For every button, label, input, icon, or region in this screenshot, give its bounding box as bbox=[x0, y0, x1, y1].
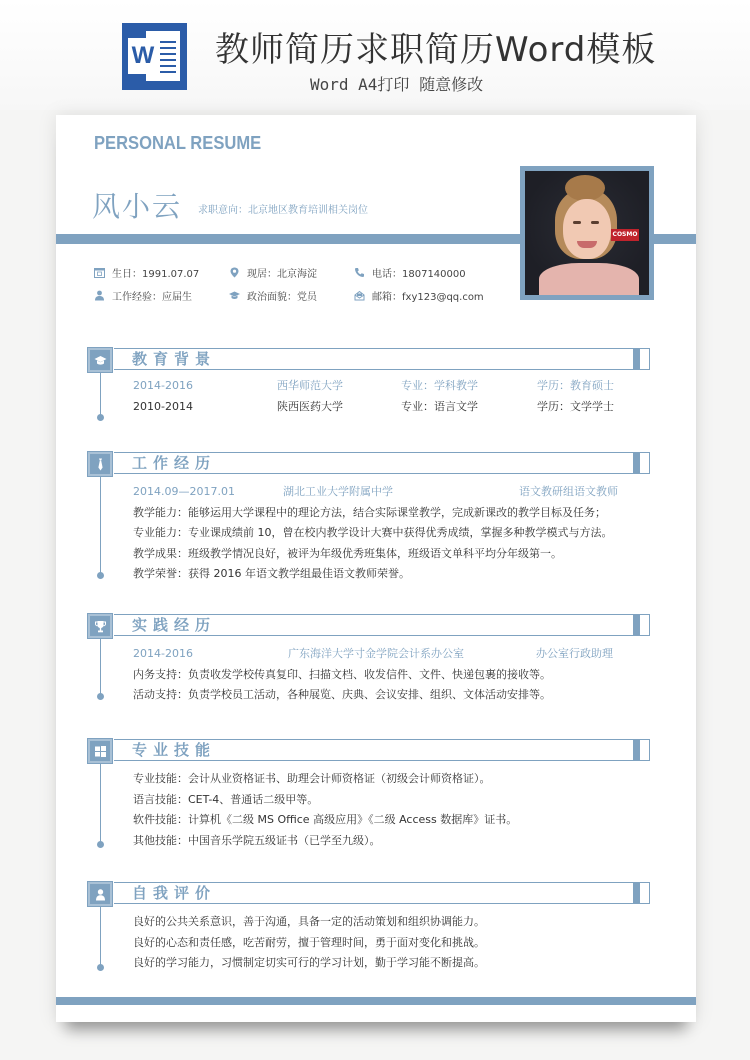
windows-grid-icon bbox=[88, 739, 112, 763]
skill-line: 软件技能：计算机《二级 MS Office 高级应用》《二级 Access 数据库》证书。 bbox=[133, 813, 518, 826]
skill-line: 专业技能：会计从业资格证书、助理会计师资格证（初级会计师资格证）。 bbox=[133, 772, 491, 785]
skills-list bbox=[133, 769, 633, 851]
header-accent-block bbox=[633, 615, 640, 635]
edu-degree: 学历：教育硕士 bbox=[537, 379, 614, 392]
info-politics bbox=[229, 288, 354, 303]
section-title: 专业技能 bbox=[132, 741, 217, 759]
practice-period: 2014-2016 bbox=[133, 647, 193, 660]
user-icon bbox=[88, 882, 112, 906]
practice-entry bbox=[133, 644, 633, 706]
edu-period: 2014-2016 bbox=[133, 379, 193, 392]
timeline-line bbox=[100, 476, 101, 576]
info-experience-text: 工作经验：应届生 bbox=[112, 292, 192, 303]
header-accent-block bbox=[633, 883, 640, 903]
timeline-dot bbox=[97, 693, 104, 700]
timeline-dot bbox=[97, 572, 104, 579]
timeline-dot bbox=[97, 964, 104, 971]
timeline-line bbox=[100, 763, 101, 845]
profile-photo bbox=[525, 171, 649, 295]
work-detail-line: 教学荣誉：获得 2016 年语文教学组最佳语文教师荣誉。 bbox=[133, 567, 410, 580]
word-logo-icon bbox=[122, 23, 187, 90]
work-organization: 湖北工业大学附属中学 bbox=[283, 485, 393, 498]
self-evaluation-line: 良好的公共关系意识，善于沟通，具备一定的活动策划和组织协调能力。 bbox=[133, 915, 485, 928]
section-header bbox=[88, 452, 652, 476]
info-politics-text: 政治面貌：党员 bbox=[247, 292, 317, 303]
skill-line: 其他技能：中国音乐学院五级证书（已学至九级）。 bbox=[133, 833, 381, 847]
work-detail-line: 专业能力：专业课成绩前 10，曾在校内教学设计大赛中获得优秀成绩，掌握多种教学模式与方法。 bbox=[133, 526, 613, 539]
header-accent-block bbox=[633, 349, 640, 369]
calendar-icon bbox=[94, 267, 105, 278]
resume-page bbox=[56, 115, 696, 1022]
section-self-evaluation bbox=[88, 882, 652, 982]
info-experience bbox=[94, 288, 229, 303]
edu-major: 专业：学科教学 bbox=[401, 379, 478, 392]
info-birth-text: 生日：1991.07.07 bbox=[112, 269, 200, 280]
necktie-icon bbox=[88, 452, 112, 476]
person-icon bbox=[94, 290, 105, 301]
section-title: 实践经历 bbox=[132, 616, 217, 634]
edu-school: 陕西医药大学 bbox=[277, 399, 343, 413]
timeline-line bbox=[100, 372, 101, 418]
work-detail-line: 教学成果：班级教学情况良好，被评为年级优秀班集体，班级语文单科平均分年级第一。 bbox=[133, 546, 562, 560]
graduation-cap-icon bbox=[229, 290, 240, 301]
email-icon bbox=[354, 290, 365, 301]
self-evaluation-list bbox=[133, 912, 633, 974]
skill-line: 语言技能：CET-4、普通话二级甲等。 bbox=[133, 792, 319, 806]
footer-divider-bar bbox=[56, 997, 696, 1005]
word-logo-letter: W bbox=[128, 38, 158, 74]
edu-school: 西华师范大学 bbox=[277, 379, 343, 392]
edu-degree: 学历：文学学士 bbox=[537, 399, 614, 413]
location-pin-icon bbox=[229, 267, 240, 278]
education-list bbox=[133, 376, 633, 417]
work-entry bbox=[133, 482, 633, 585]
self-evaluation-line: 良好的心态和责任感，吃苦耐劳，擅于管理时间，勇于面对变化和挑战。 bbox=[133, 935, 485, 949]
practice-detail-line: 内务支持：负责收发学校传真复印、扫描文档、收发信件、文件、快递包裹的接收等。 bbox=[133, 667, 551, 681]
section-header bbox=[88, 614, 652, 638]
template-banner bbox=[0, 0, 750, 110]
graduation-cap-icon bbox=[88, 348, 112, 372]
section-title: 工作经历 bbox=[132, 454, 217, 472]
work-entry-header bbox=[133, 482, 633, 503]
section-education bbox=[88, 348, 652, 428]
section-header bbox=[88, 882, 652, 906]
timeline-dot bbox=[97, 841, 104, 848]
info-birth bbox=[94, 265, 229, 280]
info-email bbox=[354, 288, 494, 303]
info-residence bbox=[229, 265, 354, 280]
banner-title: 教师简历求职简历Word模板 bbox=[215, 30, 657, 70]
profile-photo-frame bbox=[520, 166, 654, 300]
practice-role: 办公室行政助理 bbox=[536, 647, 613, 660]
practice-organization: 广东海洋大学寸金学院会计系办公室 bbox=[288, 647, 464, 660]
header-accent-block bbox=[633, 740, 640, 760]
practice-entry-header bbox=[133, 644, 633, 665]
section-title: 教育背景 bbox=[132, 350, 217, 368]
header-accent-block bbox=[633, 453, 640, 473]
work-role: 语文教研组语文教师 bbox=[519, 485, 618, 498]
personal-info bbox=[94, 261, 494, 307]
resume-label: PERSONAL RESUME bbox=[94, 133, 262, 153]
job-intent: 求职意向：北京地区教育培训相关岗位 bbox=[198, 205, 368, 216]
edu-major: 专业：语言文学 bbox=[401, 399, 478, 413]
timeline-dot bbox=[97, 414, 104, 421]
candidate-name: 风小云 bbox=[92, 190, 183, 223]
info-email-text: 邮箱：fxy123@qq.com bbox=[372, 292, 484, 303]
info-phone-text: 电话：1807140000 bbox=[372, 269, 466, 280]
section-work bbox=[88, 452, 652, 582]
work-detail-line: 教学能力：能够运用大学课程中的理论方法，结合实际课堂教学，完成新课改的教学目标及任务； bbox=[133, 505, 606, 519]
work-period: 2014.09—2017.01 bbox=[133, 485, 235, 498]
phone-icon bbox=[354, 267, 365, 278]
section-title: 自我评价 bbox=[132, 884, 217, 902]
section-header bbox=[88, 348, 652, 372]
photo-backdrop-badge: COSMO bbox=[611, 229, 639, 241]
timeline-line bbox=[100, 638, 101, 697]
section-practice bbox=[88, 614, 652, 714]
timeline-line bbox=[100, 906, 101, 968]
education-row bbox=[133, 376, 633, 397]
trophy-icon bbox=[88, 614, 112, 638]
info-residence-text: 现居：北京海淀 bbox=[247, 269, 317, 280]
edu-period: 2010-2014 bbox=[133, 399, 193, 413]
info-phone bbox=[354, 265, 494, 280]
section-skills bbox=[88, 739, 652, 859]
section-header bbox=[88, 739, 652, 763]
banner-subtitle: Word A4打印 随意修改 bbox=[310, 75, 484, 94]
education-row bbox=[133, 397, 633, 418]
practice-detail-line: 活动支持：负责学校员工活动，各种展览、庆典、会议安排、组织、文体活动安排等。 bbox=[133, 688, 551, 701]
self-evaluation-line: 良好的学习能力，习惯制定切实可行的学习计划，勤于学习能不断提高。 bbox=[133, 956, 485, 969]
